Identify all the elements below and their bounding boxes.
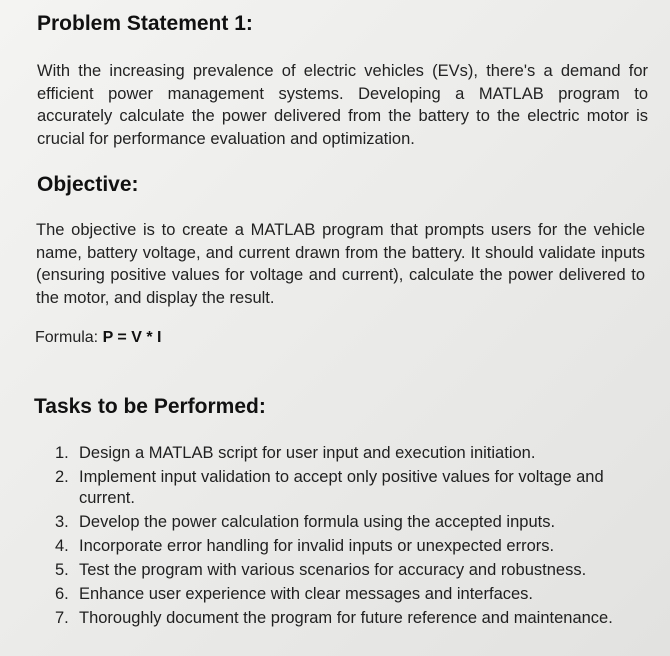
task-text: Design a MATLAB script for user input and execution initiation.	[79, 444, 536, 462]
formula-expression: P = V * I	[102, 329, 162, 346]
task-number: 5.	[55, 560, 69, 579]
objective-text: The objective is to create a MATLAB program that prompts users for the vehicle name, battery voltage, and current drawn from the battery. It should validate inputs (ensuring positive values for voltage and current), calculate the power delivered to the motor, and display the result.	[36, 221, 645, 307]
task-number: 1.	[55, 444, 69, 462]
list-item	[55, 608, 645, 629]
task-number: 6.	[55, 584, 69, 603]
tasks-list	[55, 443, 645, 632]
list-item	[55, 536, 645, 557]
tasks-heading: Tasks to be Performed:	[34, 395, 266, 418]
formula-line	[35, 329, 161, 347]
task-text: Incorporate error handling for invalid inputs or unexpected errors.	[79, 536, 555, 555]
task-number: 7.	[55, 608, 69, 627]
task-number: 3.	[55, 512, 69, 531]
problem-statement-heading: Problem Statement 1:	[37, 12, 253, 35]
problem-statement-text: With the increasing prevalence of electric vehicles (EVs), there's a demand for efficient power management systems. Developing a MATLAB program to accurately calculate the power delivered from the battery to the electric motor is crucial for performance evaluation and optimization.	[37, 62, 648, 148]
task-text: Enhance user experience with clear messages and interfaces.	[79, 584, 533, 603]
task-text: Implement input validation to accept only positive values for voltage and current.	[79, 468, 604, 507]
task-number: 2.	[55, 468, 69, 486]
objective-heading: Objective:	[37, 173, 139, 196]
task-text: Test the program with various scenarios for accuracy and robustness.	[79, 560, 587, 579]
task-text: Develop the power calculation formula using the accepted inputs.	[79, 512, 556, 531]
list-item	[55, 560, 645, 581]
task-text: Thoroughly document the program for future reference and maintenance.	[79, 608, 613, 627]
list-item	[55, 512, 645, 533]
list-item	[55, 584, 645, 605]
list-item	[55, 467, 645, 508]
list-item	[55, 443, 645, 464]
formula-label: Formula:	[35, 329, 99, 346]
task-number: 4.	[55, 536, 69, 555]
